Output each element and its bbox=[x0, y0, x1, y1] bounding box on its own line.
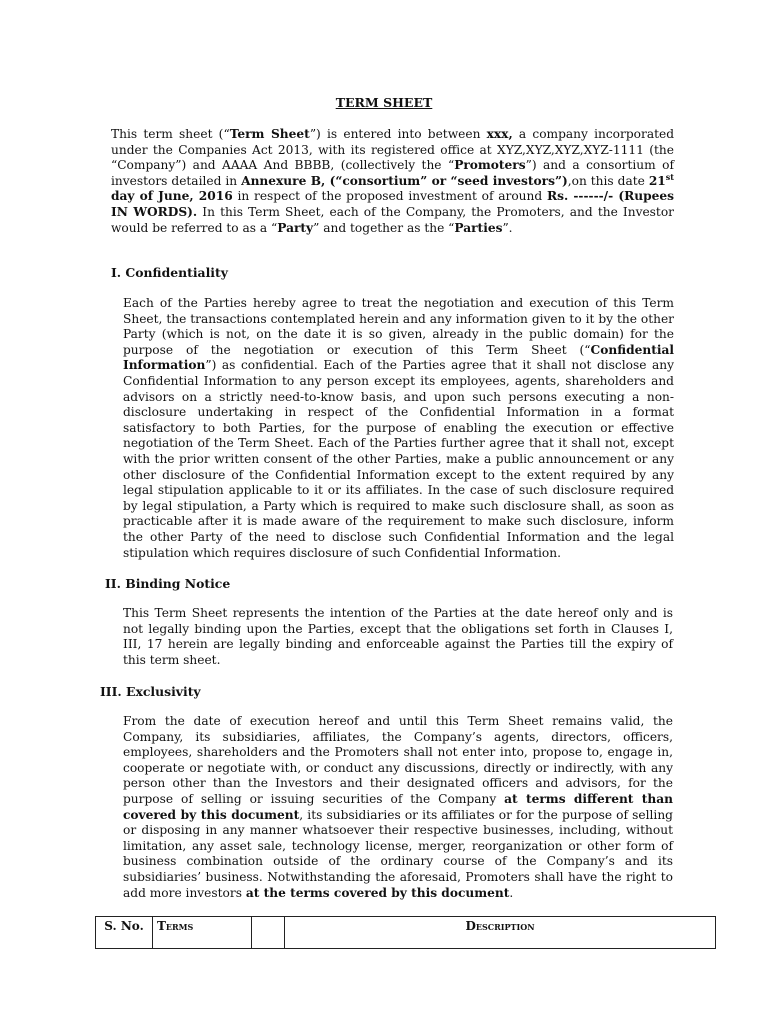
header-s-no: S. No. bbox=[96, 917, 153, 949]
section-heading-binding-notice: II. Binding Notice bbox=[105, 576, 231, 591]
section-paragraph-binding-notice: This Term Sheet represents the intention of the Parties at the date hereof only and is not legally binding upon the Parties, except that the obligations set forth in Clauses I, III, 17 herein are legally binding and enforceable against the Parties till the expiry of this term sheet. bbox=[123, 606, 673, 667]
section-heading-confidentiality: I. Confidentiality bbox=[111, 265, 228, 280]
header-terms: Terms bbox=[153, 917, 252, 949]
header-description: Description bbox=[285, 917, 716, 949]
section-paragraph-exclusivity: From the date of execution hereof and until this Term Sheet remains valid, the Company, its subsidiaries, affiliates, the Company’s agents, directors, officers, employees, shareholders and the Promoters shall not enter into, propose to, engage in, cooperate or negotiate with, or conduct any discussions, directly or indirectly, with any person other than the Investors and their designated officers and advisors, for the purpose of selling or issuing securities of the Company at terms different than covered by this document, its subsidiaries or its affiliates or for the purpose of selling or disposing in any manner whatsoever their respective businesses, including, without limitation, any asset sale, technology license, merger, reorganization or other form of business combination outside of the ordinary course of the Company’s and its subsidiaries’ business. Notwithstanding the aforesaid, Promoters shall have the right to add more investors at the terms covered by this document. bbox=[123, 714, 673, 900]
document-title: TERM SHEET bbox=[335, 95, 433, 110]
intro-paragraph: This term sheet (“Term Sheet”) is entered into between xxx, a company incorporated under the Companies Act 2013, with its registered office at XYZ,XYZ,XYZ,XYZ-1111 (the “Company”) and AAAA And BBBB, (collectively the “Promoters”) and a consortium of investors detailed in Annexure B, (“consortium” or “seed investors”),on this date 21st day of June, 2016 in respect of the proposed investment of around Rs. ------/- (Rupees IN WORDS). In this Term Sheet, each of the Company, the Promoters, and the Investor would be referred to as a “Party” and together as the “Parties”. bbox=[111, 127, 674, 235]
table-header-row bbox=[96, 917, 716, 949]
header-blank bbox=[252, 917, 285, 949]
terms-table bbox=[95, 916, 716, 949]
section-heading-exclusivity: III. Exclusivity bbox=[100, 684, 201, 699]
section-paragraph-confidentiality: Each of the Parties hereby agree to treat the negotiation and execution of this Term Sheet, the transactions contemplated herein and any information given to it by the other Party (which is not, on the date it is so given, already in the public domain) for the purpose of the negotiation or execution of this Term Sheet (“Confidential Information”) as confidential. Each of the Parties agree that it shall not disclose any Confidential Information to any person except its employees, agents, shareholders and advisors on a strictly need-to-know basis, and upon such persons executing a non-disclosure undertaking in respect of the Confidential Information in a format satisfactory to both Parties, for the purpose of enabling the execution or effective negotiation of the Term Sheet. Each of the Parties further agree that it shall not, except with the prior written consent of the other Parties, make a public announcement or any other disclosure of the Confidential Information except to the extent required by any legal stipulation applicable to it or its affiliates. In the case of such disclosure required by legal stipulation, a Party which is required to make such disclosure shall, as soon as practicable after it is made aware of the requirement to make such disclosure, inform the other Party of the need to disclose such Confidential Information and the legal stipulation which requires disclosure of such Confidential Information. bbox=[123, 296, 674, 560]
